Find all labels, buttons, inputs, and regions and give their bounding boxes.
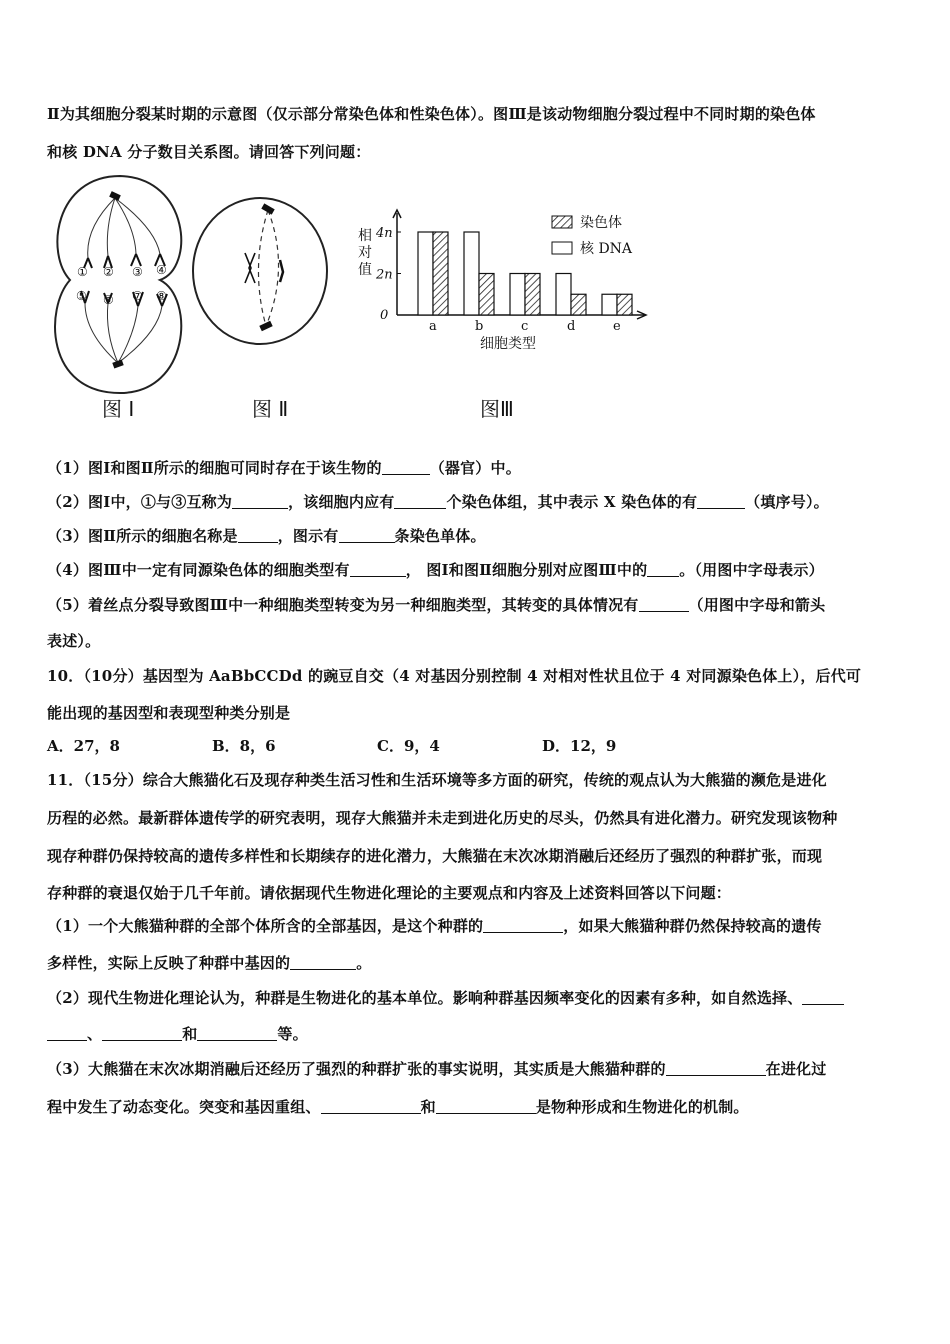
fig1-num-2: ② — [103, 265, 114, 279]
fig1-centrosomes — [109, 191, 124, 368]
q11-p2-b: 、 — [87, 1025, 103, 1043]
x-tick-label: b — [475, 319, 484, 334]
q9-blank-cellname[interactable] — [238, 527, 278, 543]
q11-blank-factor-3[interactable] — [197, 1025, 277, 1041]
bar-c-chromosome — [525, 274, 540, 316]
fig1-spindle — [85, 198, 162, 363]
q9-p4-b: ， 图Ⅰ和图Ⅱ细胞分别对应图Ⅲ中的 — [405, 561, 648, 579]
intro-line-2: 和核 DNA 分子数目关系图。请回答下列问题： — [47, 143, 371, 161]
q11-p2-c: 和 — [182, 1025, 198, 1043]
q11-blank-diversity[interactable] — [290, 954, 356, 970]
x-tick-label: d — [567, 319, 576, 334]
q9-blank-organ[interactable] — [382, 459, 430, 475]
q9-part-1 — [47, 457, 521, 478]
legend-swatch-chromosome — [552, 216, 572, 228]
q11-part-2-cont — [47, 1023, 308, 1044]
fig1-num-6: ⑥ — [103, 293, 114, 307]
fig1-label: 图 Ⅰ — [102, 397, 135, 421]
legend-label-chromosome: 染色体 — [580, 215, 622, 231]
y-tick-label: 0 — [380, 308, 389, 323]
q11-blank-genepool[interactable] — [483, 917, 563, 933]
x-tick-label: a — [429, 319, 437, 334]
q10-option-d[interactable]: D．12，9 — [542, 737, 617, 755]
q11-part-1 — [47, 915, 822, 936]
q11-part-2 — [47, 987, 844, 1008]
x-tick-label: e — [613, 319, 621, 334]
q11-blank-factor-1b[interactable] — [47, 1025, 87, 1041]
q11-blank-mechanism-2[interactable] — [436, 1098, 536, 1114]
q9-p3-c: 条染色单体。 — [394, 527, 486, 545]
q9-blank-chromatids[interactable] — [339, 527, 395, 543]
q11-part-3 — [47, 1058, 826, 1079]
q11-blank-factor-2[interactable] — [102, 1025, 182, 1041]
fig1-labels — [76, 263, 167, 307]
q9-blank-transition[interactable] — [639, 596, 689, 612]
bar-c-dna — [510, 274, 525, 316]
q11-blank-factor-1a[interactable] — [802, 989, 844, 1005]
ylabel-char-2: 对 — [358, 245, 372, 261]
q11-part-1-cont — [47, 952, 371, 973]
q9-p2-c: 个染色体组，其中表示 X 染色体的有 — [446, 493, 698, 511]
q11-line-1: 11．（15分）综合大熊猫化石及现存种类生活习性和生活环境等多方面的研究，传统的观点认为大熊猫的濒危是进化 — [47, 771, 827, 789]
intro-line-1: Ⅱ为其细胞分裂某时期的示意图（仅示部分常染色体和性染色体）。图Ⅲ是该动物细胞分裂过程中不同时期的染色体 — [47, 105, 816, 123]
chart-ylabel — [358, 227, 372, 278]
bar-b-dna — [464, 232, 479, 315]
q10-option-a[interactable]: A．27，8 — [47, 737, 120, 755]
q10-option-c[interactable]: C．9，4 — [377, 737, 440, 755]
figure-svg — [40, 168, 660, 423]
q9-part-2 — [47, 491, 829, 512]
y-tick-label: 4n — [376, 226, 393, 241]
bar-d-dna — [556, 274, 571, 316]
bar-a-dna — [418, 232, 433, 315]
ylabel-char-3: 值 — [358, 262, 372, 278]
q11-blank-mechanism-1[interactable] — [321, 1098, 421, 1114]
q11-p3-a: （3）大熊猫在末次冰期消融后还经历了强烈的种群扩张的事实说明，其实质是大熊猫种群的 — [47, 1060, 666, 1078]
x-tick-label: c — [521, 319, 529, 334]
fig1-num-8: ⑧ — [156, 289, 167, 303]
fig1-num-3: ③ — [132, 265, 143, 279]
q9-blank-relation[interactable] — [232, 493, 288, 509]
q11-p3-c: 程中发生了动态变化。突变和基因重组、 — [47, 1098, 321, 1116]
q10-line-1: 10．（10分）基因型为 AaBbCCDd 的豌豆自交（4 对基因分别控制 4 对相对性状且位于 4 对同源染色体上），后代可 — [47, 667, 862, 685]
q9-blank-x[interactable] — [697, 493, 745, 509]
q11-p2-d: 等。 — [277, 1025, 308, 1043]
q9-p5-a: （5）着丝点分裂导致图Ⅲ中一种细胞类型转变为另一种细胞类型，其转变的具体情况有 — [47, 596, 639, 614]
q11-p1-d: 。 — [356, 954, 372, 972]
q11-p2-a: （2）现代生物进化理论认为，种群是生物进化的基本单位。影响种群基因频率变化的因素有多种，如自然选择、 — [47, 989, 803, 1007]
q11-line-4: 存种群的衰退仅始于几千年前。请依据现代生物进化理论的主要观点和内容及上述资料回答以下问题： — [47, 884, 732, 902]
bar-a-chromosome — [433, 232, 448, 315]
q9-part-4 — [47, 559, 824, 580]
fig1-num-7: ⑦ — [132, 289, 143, 303]
q9-p2-b: ，该细胞内应有 — [288, 493, 395, 511]
fig3-chart — [358, 210, 646, 352]
q11-p1-b: ，如果大熊猫种群仍然保持较高的遗传 — [563, 917, 822, 935]
ylabel-char-1: 相 — [358, 228, 372, 244]
q9-p3-a: （3）图Ⅱ所示的细胞名称是 — [47, 527, 238, 545]
q11-blank-genefreq[interactable] — [666, 1060, 766, 1076]
q9-p1-pre: （1）图Ⅰ和图Ⅱ所示的细胞可同时存在于该生物的 — [47, 459, 382, 477]
q10-line-2: 能出现的基因型和表现型种类分别是 — [47, 704, 291, 722]
q9-p5-b: （用图中字母和箭头 — [688, 596, 826, 614]
q9-p2-a: （2）图Ⅰ中，①与③互称为 — [47, 493, 233, 511]
q11-line-3: 现存种群仍保持较高的遗传多样性和长期续存的进化潜力，大熊猫在末次冰期消融后还经历了强烈的种群扩张，而现 — [47, 847, 823, 865]
q9-p4-c: 。（用图中字母表示） — [679, 561, 824, 579]
q9-part-5 — [47, 594, 825, 615]
bar-b-chromosome — [479, 274, 494, 316]
q9-p4-a: （4）图Ⅲ中一定有同源染色体的细胞类型有 — [47, 561, 350, 579]
figure-area — [40, 168, 660, 423]
q9-blank-correspond[interactable] — [647, 561, 679, 577]
fig1-num-4: ④ — [156, 263, 167, 277]
q11-part-3-cont — [47, 1096, 749, 1117]
q9-blank-homologous[interactable] — [350, 561, 406, 577]
legend-swatch-dna — [552, 242, 572, 254]
q11-line-2: 历程的必然。最新群体遗传学的研究表明，现存大熊猫并未走到进化历史的尽头，仍然具有进化潜力。研究发现该物种 — [47, 809, 838, 827]
fig1-num-5: ⑤ — [76, 289, 87, 303]
q11-p3-e: 是物种形成和生物进化的机制。 — [535, 1098, 749, 1116]
q9-blank-sets[interactable] — [394, 493, 446, 509]
q10-option-b[interactable]: B．8，6 — [212, 737, 276, 755]
q11-p1-a: （1）一个大熊猫种群的全部个体所含的全部基因，是这个种群的 — [47, 917, 484, 935]
q11-p1-c: 多样性，实际上反映了种群中基因的 — [47, 954, 291, 972]
bar-e-dna — [602, 294, 617, 315]
chart-xlabel: 细胞类型 — [480, 336, 536, 352]
q11-p3-b: 在进化过 — [765, 1060, 827, 1078]
fig2-label: 图 Ⅱ — [252, 397, 289, 421]
fig1-num-1: ① — [77, 265, 88, 279]
q9-p3-b: ，图示有 — [277, 527, 339, 545]
q9-p1-post: （器官）中。 — [429, 459, 521, 477]
fig1-cell — [55, 176, 181, 393]
y-tick-label: 2n — [376, 267, 393, 283]
fig2-cell — [193, 198, 327, 344]
q9-part-3 — [47, 525, 486, 546]
q9-part-5-cont: 表述）。 — [47, 632, 101, 650]
q9-p2-d: （填序号）。 — [745, 493, 829, 511]
legend-label-dna: 核 DNA — [580, 241, 633, 257]
bar-e-chromosome — [617, 294, 632, 315]
fig1-chromosomes — [81, 254, 167, 306]
fig3-label: 图Ⅲ — [480, 397, 514, 421]
q11-p3-d: 和 — [420, 1098, 436, 1116]
bar-d-chromosome — [571, 294, 586, 315]
